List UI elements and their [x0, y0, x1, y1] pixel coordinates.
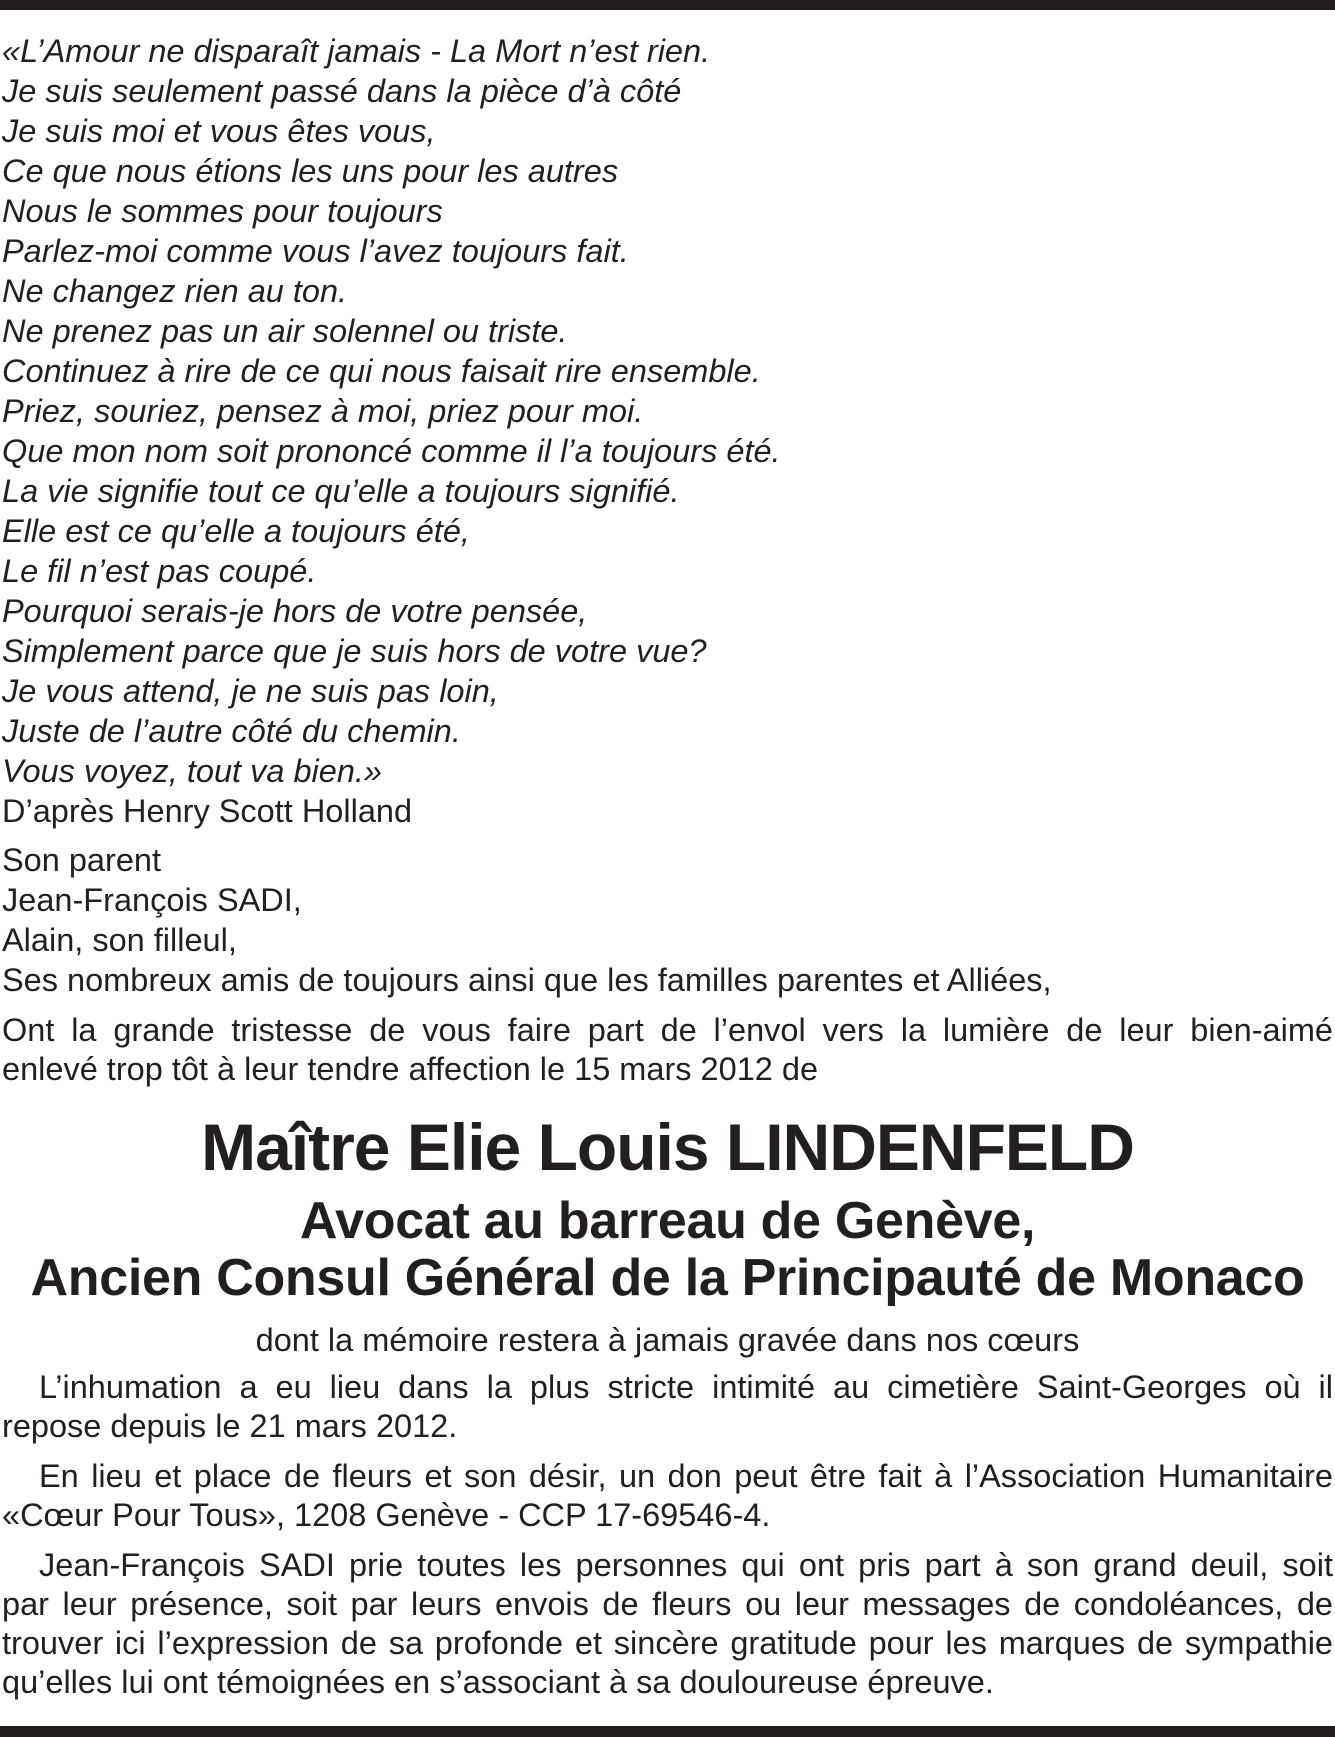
poem-line: Je suis seulement passé dans la pièce d’à côté: [2, 73, 682, 109]
announcement-paragraph: [2, 1011, 1333, 1089]
poem-line: Vous voyez, tout va bien.»: [2, 753, 383, 789]
poem-line: Ne prenez pas un air solennel ou triste.: [2, 313, 568, 349]
poem-line: Je vous attend, je ne suis pas loin,: [2, 673, 499, 709]
thanks-line: qu’elles lui ont témoignées en s’associant à sa douloureuse épreuve.: [2, 1664, 994, 1700]
deceased-titles: [2, 1193, 1333, 1307]
poem-line: Le fil n’est pas coupé.: [2, 553, 317, 589]
poem-line: Parlez-moi comme vous l’avez toujours fait.: [2, 233, 629, 269]
donation-line: En lieu et place de fleurs et son désir, un don peut être fait à l’Association Humanitaire: [39, 1458, 1333, 1494]
poem-line: Continuez à rire de ce qui nous faisait rire ensemble.: [2, 353, 761, 389]
mourners-list: [2, 840, 1333, 1000]
poem-attribution: D’après Henry Scott Holland: [2, 793, 413, 829]
thanks-paragraph: [2, 1546, 1333, 1702]
poem-line: Juste de l’autre côté du chemin.: [2, 713, 461, 749]
poem: [2, 31, 1333, 831]
mourner-line: Jean-François SADI,: [2, 882, 302, 918]
thanks-line: trouver ici l’expression de sa profonde et sincère gratitude pour les marques de sympathie: [2, 1625, 1333, 1661]
poem-line: Elle est ce qu’elle a toujours été,: [2, 513, 470, 549]
deceased-title-line: Ancien Consul Général de la Principauté de Monaco: [30, 1249, 1305, 1307]
bottom-rule: [0, 1726, 1335, 1737]
poem-line: Simplement parce que je suis hors de votre vue?: [2, 633, 707, 669]
deceased-title-line: Avocat au barreau de Genève,: [299, 1192, 1036, 1250]
mourner-line: Son parent: [2, 842, 162, 878]
poem-line: Je suis moi et vous êtes vous,: [2, 113, 436, 149]
poem-line: Pourquoi serais-je hors de votre pensée,: [2, 593, 588, 629]
poem-line: Que mon nom soit prononcé comme il l’a toujours été.: [2, 433, 781, 469]
top-rule: [0, 0, 1335, 10]
announcement-line: enlevé trop tôt à leur tendre affection le 15 mars 2012 de: [2, 1051, 819, 1087]
poem-line: «L’Amour ne disparaît jamais - La Mort n’est rien.: [2, 33, 711, 69]
mourner-line: Alain, son filleul,: [2, 922, 237, 958]
poem-line: La vie signifie tout ce qu’elle a toujours signifié.: [2, 473, 680, 509]
poem-line: Priez, souriez, pensez à moi, priez pour moi.: [2, 393, 644, 429]
burial-paragraph: [2, 1368, 1333, 1446]
thanks-line: par leur présence, soit par leurs envois de fleurs ou leur messages de condoléances, de: [2, 1586, 1333, 1622]
poem-line: Nous le sommes pour toujours: [2, 193, 443, 229]
burial-line: L’inhumation a eu lieu dans la plus stricte intimité au cimetière Saint-Georges où il: [39, 1369, 1333, 1405]
thanks-line: Jean-François SADI prie toutes les personnes qui ont pris part à son grand deuil, soit: [39, 1547, 1333, 1583]
burial-line: repose depuis le 21 mars 2012.: [2, 1408, 458, 1444]
deceased-name: Maître Elie Louis LINDENFELD: [201, 1110, 1134, 1184]
poem-line: Ce que nous étions les uns pour les autres: [2, 153, 619, 189]
announcement-line: Ont la grande tristesse de vous faire part de l’envol vers la lumière de leur bien-aimé: [2, 1012, 1333, 1048]
memory-line: dont la mémoire restera à jamais gravée dans nos cœurs: [255, 1322, 1080, 1358]
donation-paragraph: [2, 1457, 1333, 1535]
poem-line: Ne changez rien au ton.: [2, 273, 348, 309]
mourner-line: Ses nombreux amis de toujours ainsi que les familles parentes et Alliées,: [2, 962, 1052, 998]
donation-line: «Cœur Pour Tous», 1208 Genève - CCP 17-69546-4.: [2, 1497, 771, 1533]
